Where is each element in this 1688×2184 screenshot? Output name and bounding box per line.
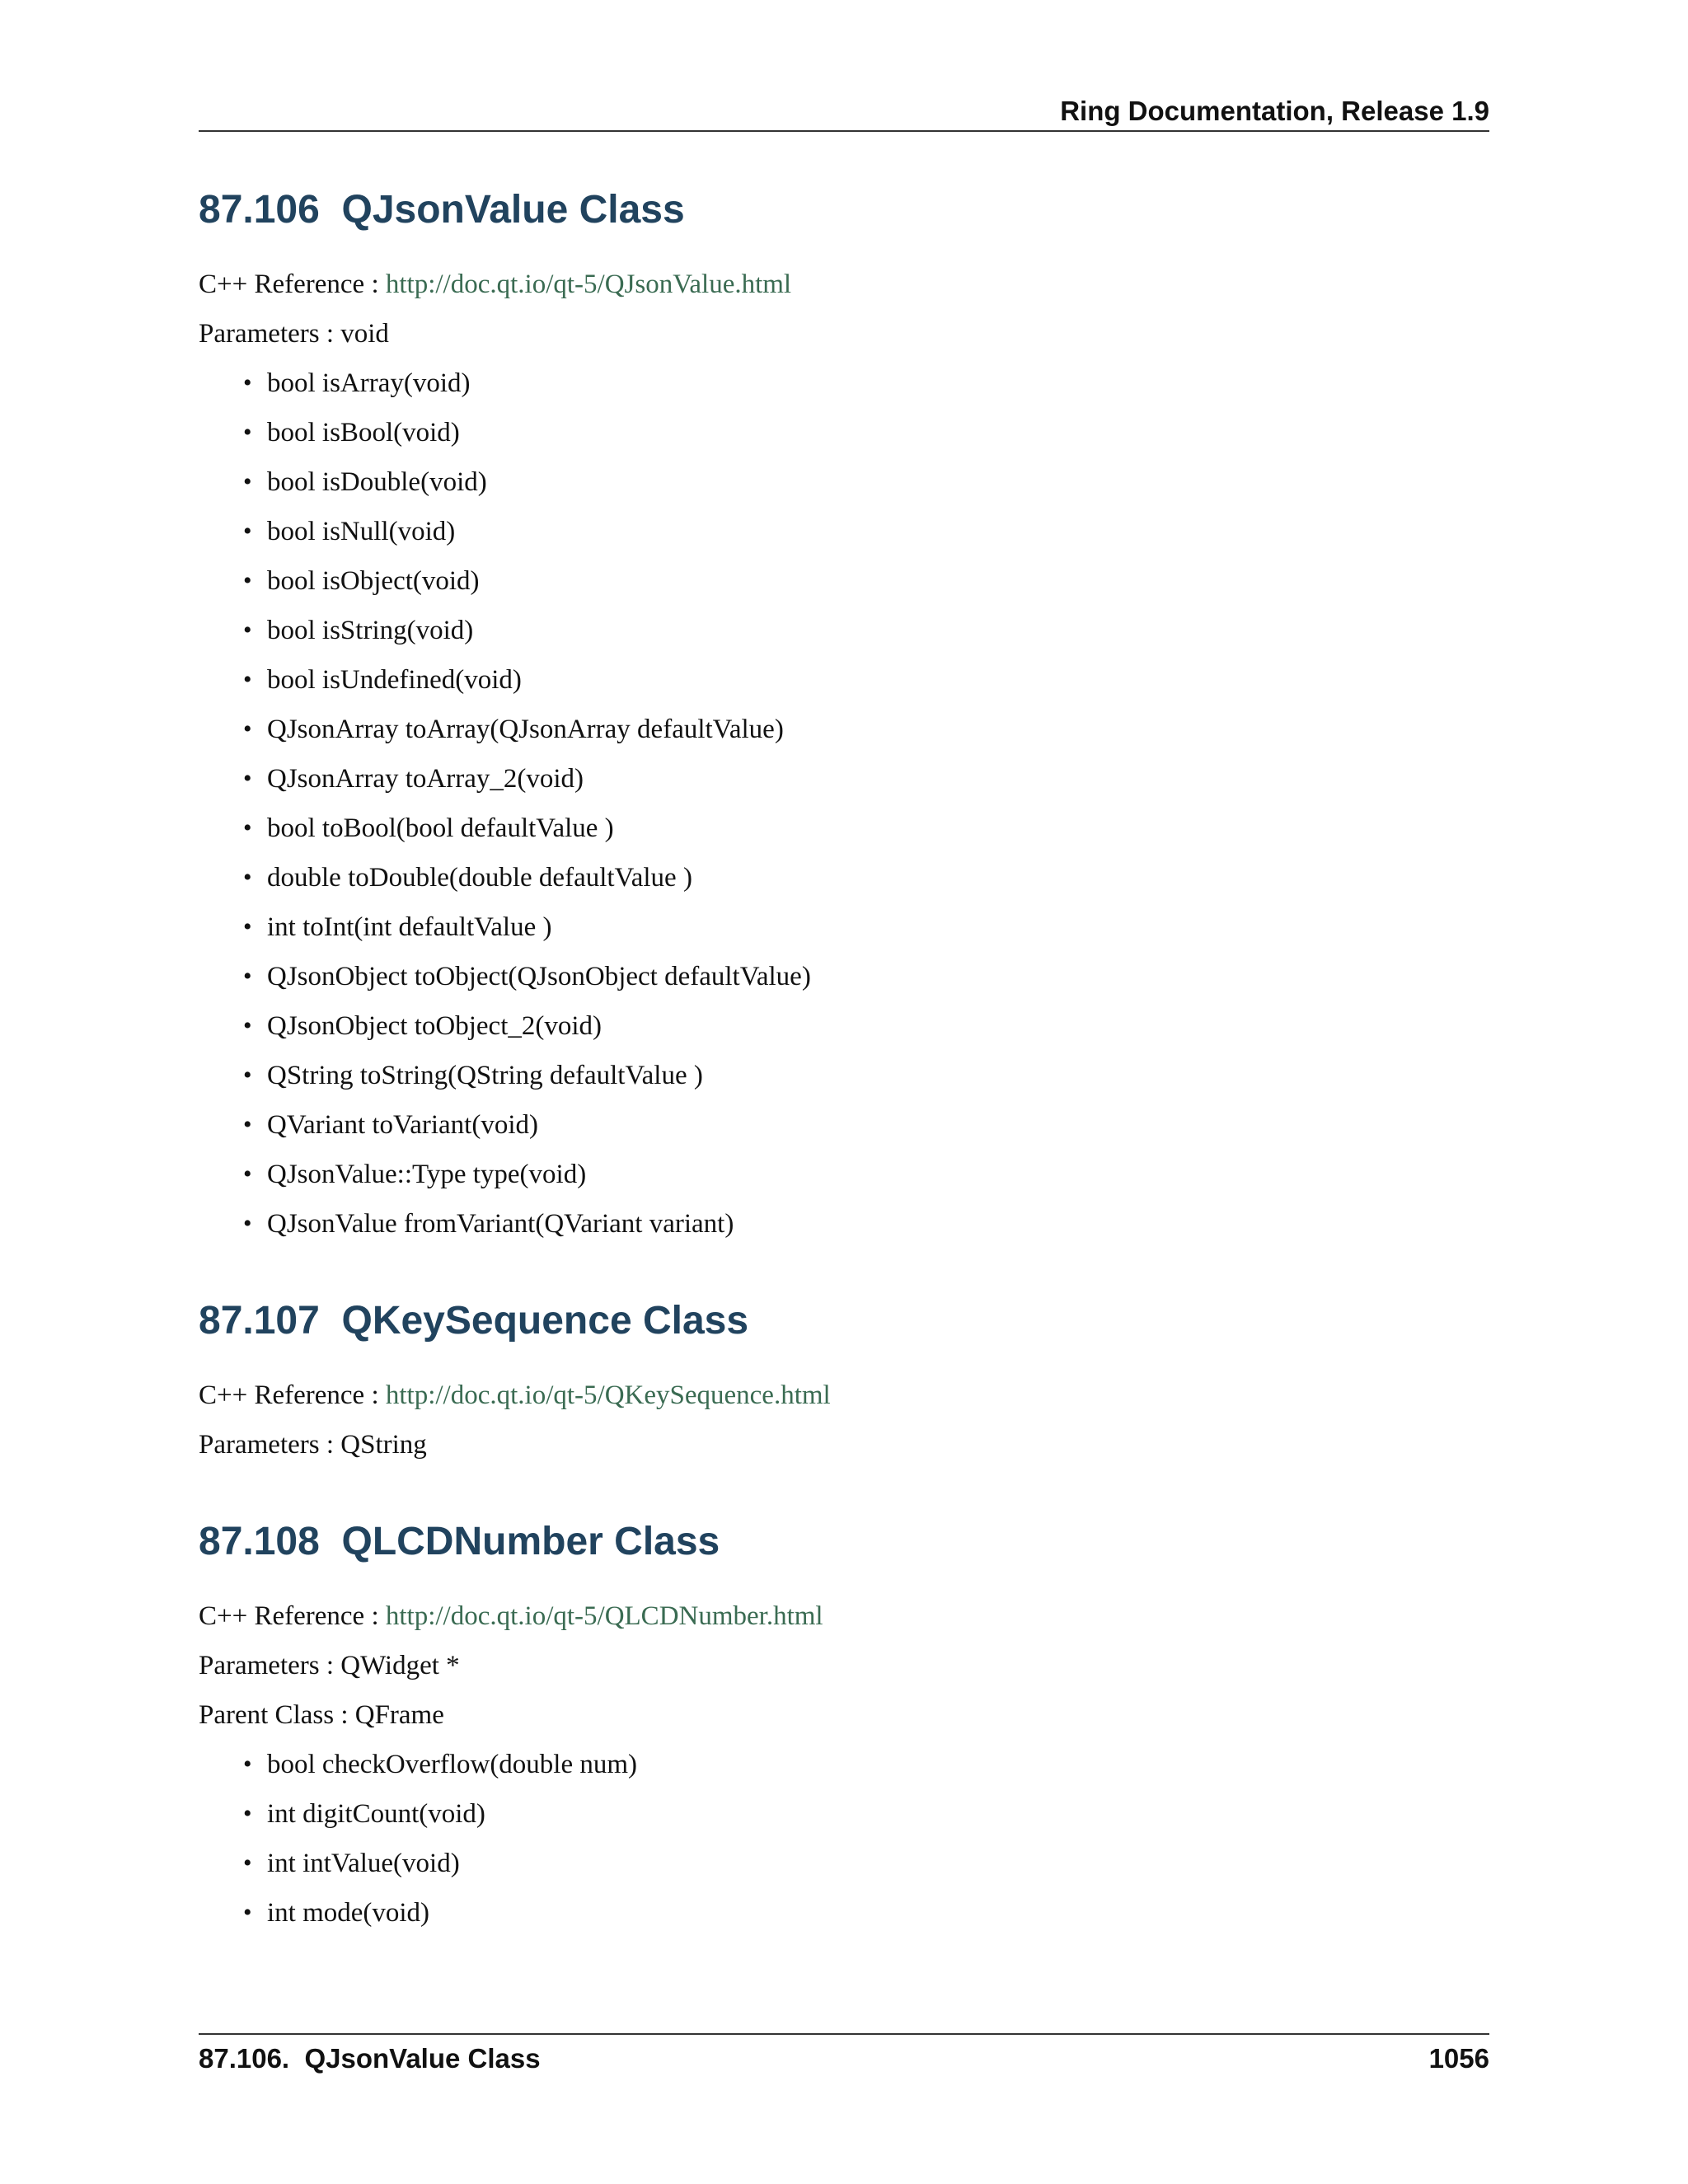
- bullet-icon: •: [243, 814, 252, 841]
- method-signature: bool isArray(void): [267, 368, 471, 398]
- bullet-icon: •: [243, 1750, 252, 1778]
- method-signature: int digitCount(void): [267, 1799, 485, 1829]
- section-qjsonvalue: [199, 185, 1489, 1249]
- document-title: Ring Documentation, Release 1.9: [1060, 96, 1489, 126]
- method-item: [243, 1051, 1489, 1100]
- method-item: [243, 655, 1489, 705]
- method-signature: double toDouble(double defaultValue ): [267, 863, 692, 893]
- method-item: [243, 457, 1489, 507]
- page-number: 1056: [1428, 2043, 1489, 2074]
- cpp-reference-line: [199, 1591, 1489, 1641]
- bullet-icon: •: [243, 765, 252, 792]
- method-signature: QJsonArray toArray_2(void): [267, 764, 584, 794]
- bullet-icon: •: [243, 1062, 252, 1089]
- bullet-icon: •: [243, 1800, 252, 1827]
- method-item: [243, 1888, 1489, 1938]
- cpp-reference-label: C++ Reference :: [199, 1380, 386, 1410]
- method-signature: bool isBool(void): [267, 418, 460, 448]
- bullet-icon: •: [243, 963, 252, 990]
- method-item: [243, 952, 1489, 1001]
- method-item: [243, 853, 1489, 902]
- bullet-icon: •: [243, 518, 252, 545]
- parameters-line: Parameters : void: [199, 319, 389, 349]
- method-signature: QJsonValue::Type type(void): [267, 1160, 587, 1189]
- section-qkeysequence: [199, 1296, 1489, 1469]
- page-header: [199, 92, 1489, 132]
- method-item: [243, 754, 1489, 804]
- method-signature: QString toString(QString defaultValue ): [267, 1061, 703, 1090]
- method-item: [243, 1740, 1489, 1789]
- bullet-icon: •: [243, 616, 252, 644]
- method-item: [243, 804, 1489, 853]
- bullet-icon: •: [243, 715, 252, 743]
- section-heading: 87.106 QJsonValue Class: [199, 188, 685, 232]
- method-signature: int mode(void): [267, 1898, 430, 1928]
- method-item: [243, 1001, 1489, 1051]
- bullet-icon: •: [243, 1899, 252, 1926]
- cpp-reference-label: C++ Reference :: [199, 1601, 386, 1631]
- parent-class-line: Parent Class : QFrame: [199, 1700, 444, 1730]
- parameters-line: Parameters : QWidget *: [199, 1651, 460, 1680]
- method-item: [243, 705, 1489, 754]
- method-item: [243, 408, 1489, 457]
- bullet-icon: •: [243, 468, 252, 495]
- method-signature: bool isDouble(void): [267, 467, 487, 497]
- method-item: [243, 902, 1489, 952]
- method-list: [199, 1740, 1489, 1938]
- method-item: [243, 1789, 1489, 1839]
- method-list: [199, 359, 1489, 1249]
- cpp-reference-link[interactable]: http://doc.qt.io/qt-5/QLCDNumber.html: [385, 1601, 823, 1631]
- method-signature: bool checkOverflow(double num): [267, 1750, 638, 1779]
- method-signature: QJsonValue fromVariant(QVariant variant): [267, 1209, 734, 1239]
- method-signature: bool toBool(bool defaultValue ): [267, 813, 614, 843]
- method-item: [243, 1100, 1489, 1150]
- method-item: [243, 556, 1489, 606]
- cpp-reference-line: [199, 1371, 1489, 1420]
- method-item: [243, 1199, 1489, 1249]
- bullet-icon: •: [243, 1111, 252, 1138]
- method-item: [243, 507, 1489, 556]
- section-qlcdnumber: [199, 1517, 1489, 1938]
- section-heading: 87.107 QKeySequence Class: [199, 1299, 749, 1343]
- bullet-icon: •: [243, 666, 252, 693]
- bullet-icon: •: [243, 419, 252, 446]
- method-signature: bool isString(void): [267, 616, 474, 645]
- method-item: [243, 1839, 1489, 1888]
- cpp-reference-label: C++ Reference :: [199, 269, 386, 299]
- parameters-line: Parameters : QString: [199, 1430, 427, 1460]
- bullet-icon: •: [243, 913, 252, 940]
- bullet-icon: •: [243, 1012, 252, 1039]
- page-content: [199, 185, 1489, 1985]
- method-item: [243, 1150, 1489, 1199]
- bullet-icon: •: [243, 369, 252, 396]
- section-heading: 87.108 QLCDNumber Class: [199, 1520, 720, 1563]
- bullet-icon: •: [243, 1849, 252, 1877]
- cpp-reference-link[interactable]: http://doc.qt.io/qt-5/QKeySequence.html: [385, 1380, 831, 1410]
- method-signature: QJsonObject toObject(QJsonObject defaultValue): [267, 962, 811, 991]
- bullet-icon: •: [243, 1160, 252, 1188]
- method-signature: bool isUndefined(void): [267, 665, 522, 695]
- method-signature: QJsonObject toObject_2(void): [267, 1011, 603, 1041]
- method-signature: bool isNull(void): [267, 517, 456, 546]
- bullet-icon: •: [243, 567, 252, 594]
- cpp-reference-link[interactable]: http://doc.qt.io/qt-5/QJsonValue.html: [385, 269, 792, 299]
- method-signature: QVariant toVariant(void): [267, 1110, 538, 1140]
- bullet-icon: •: [243, 864, 252, 891]
- method-signature: QJsonArray toArray(QJsonArray defaultValue): [267, 715, 784, 744]
- footer-section-title: 87.106. QJsonValue Class: [199, 2043, 541, 2074]
- bullet-icon: •: [243, 1210, 252, 1237]
- method-signature: int intValue(void): [267, 1849, 460, 1878]
- method-signature: int toInt(int defaultValue ): [267, 912, 552, 942]
- method-signature: bool isObject(void): [267, 566, 480, 596]
- method-item: [243, 606, 1489, 655]
- page-footer: [199, 2033, 1489, 2084]
- cpp-reference-line: [199, 260, 1489, 309]
- method-item: [243, 359, 1489, 408]
